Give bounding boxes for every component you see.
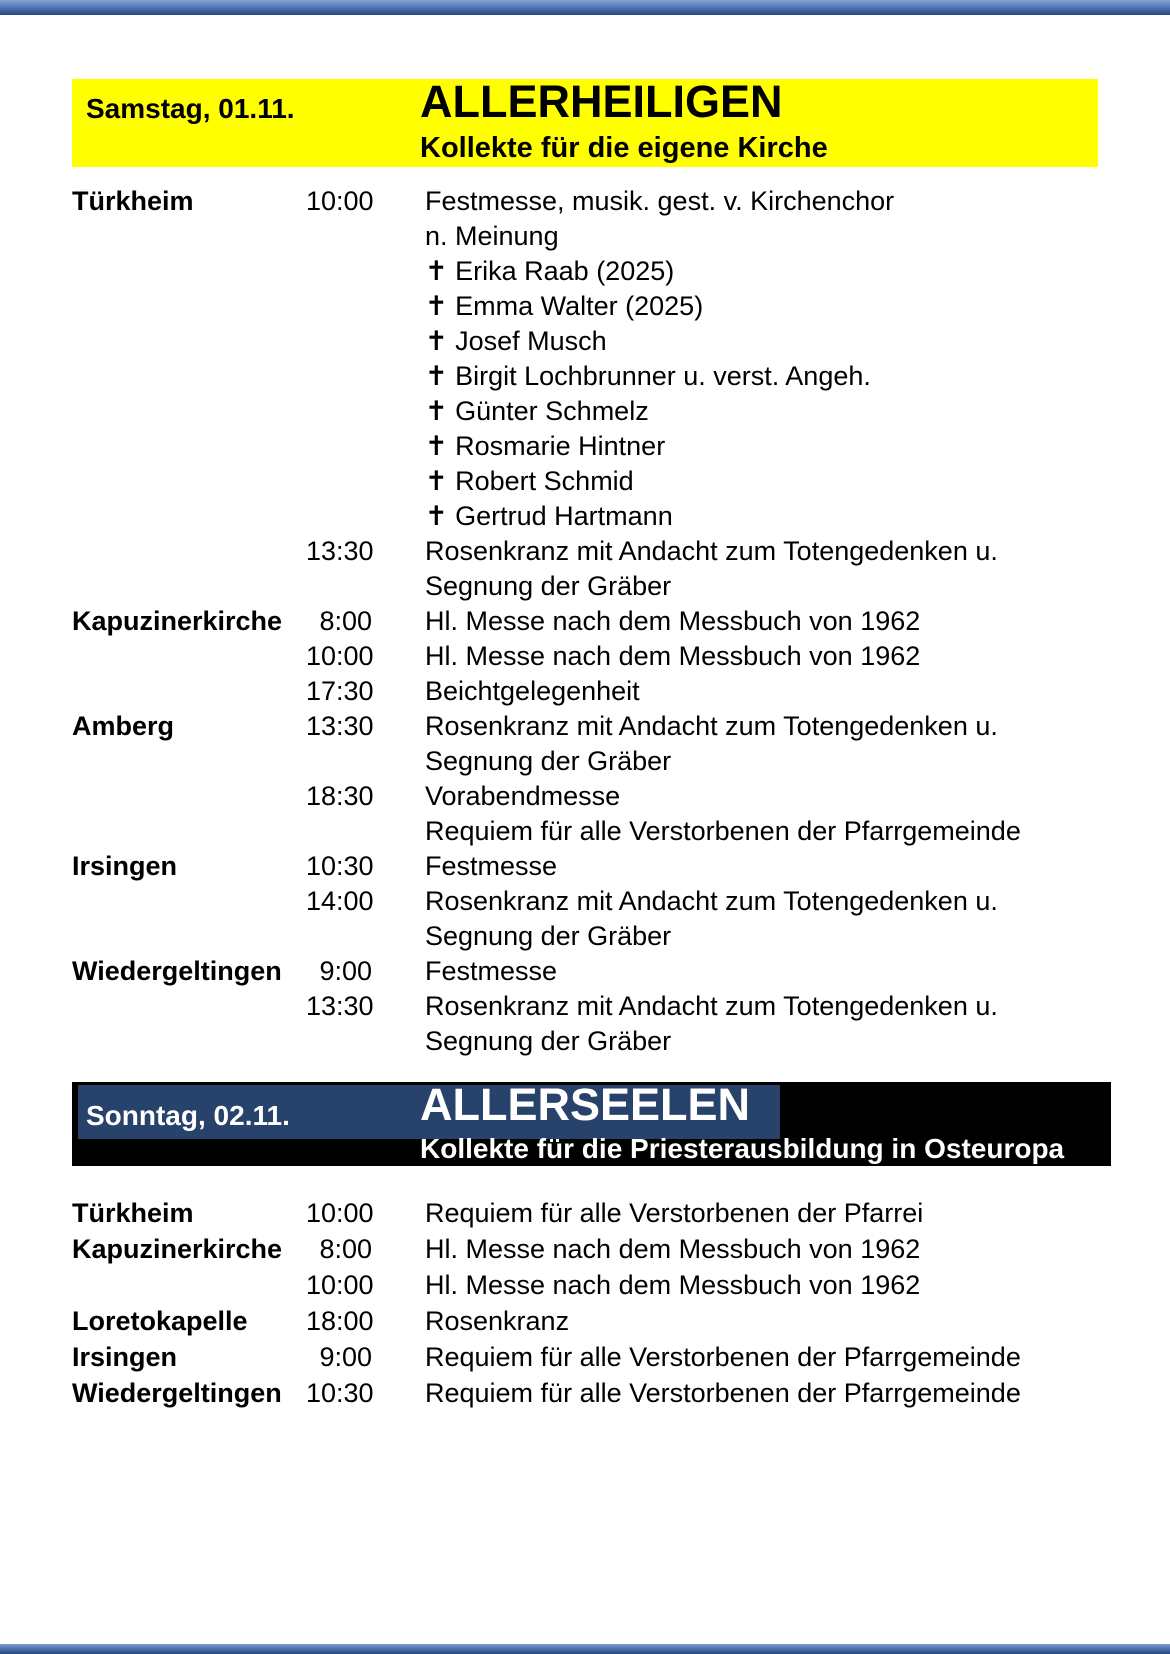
schedule-row [72,1339,1111,1375]
description-cell [425,1195,923,1231]
section-title-allerseelen: ALLERSEELEN [420,1079,751,1130]
top-edge-bar [0,0,1170,15]
time-cell: 10:30 [306,851,374,881]
description-line: Rosenkranz mit Andacht zum Totengedenken u. [425,886,998,916]
description-cell [425,1339,1021,1375]
description-line: Rosenkranz mit Andacht zum Totengedenken u. [425,536,998,566]
time-cell: 10:00 [306,641,374,671]
section-header-allerheiligen [72,76,1098,167]
location-cell: Türkheim [72,1198,194,1228]
description-line: Festmesse, musik. gest. v. Kirchenchor [425,186,895,216]
description-cell [425,674,640,709]
description-line: Requiem für alle Verstorbenen der Pfarrei [425,1198,924,1228]
description-line: Hl. Messe nach dem Messbuch von 1962 [425,641,921,671]
description-line: ✝ Günter Schmelz [425,396,649,426]
schedule-row [72,1303,1111,1339]
location-cell: Amberg [72,711,175,741]
description-line: Requiem für alle Verstorbenen der Pfarrgemeinde [425,816,1021,846]
time-cell: 18:30 [306,781,374,811]
location-cell: Wiedergeltingen [72,956,282,986]
description-line: Beichtgelegenheit [425,676,640,706]
description-line: Segnung der Gräber [425,921,672,951]
description-line: ✝ Emma Walter (2025) [425,291,704,321]
section-header-allerseelen [72,1079,1111,1166]
day-label-samstag: Samstag, 01.11. [86,93,295,124]
schedule-row [72,709,1111,779]
schedule-row [72,639,1111,674]
schedule-row [72,954,1111,989]
collection-note-allerseelen: Kollekte für die Priesterausbildung in Osteuropa [420,1133,1065,1164]
time-cell: 18:00 [306,1306,374,1336]
description-line: ✝ Erika Raab (2025) [425,256,675,286]
description-cell [425,709,998,779]
time-cell: 8:00 [319,606,372,636]
time-cell: 9:00 [319,956,372,986]
description-line: Rosenkranz mit Andacht zum Totengedenken u. [425,991,998,1021]
time-cell: 8:00 [319,1234,372,1264]
schedule-row [72,534,1111,604]
description-cell [425,954,557,989]
description-line: Hl. Messe nach dem Messbuch von 1962 [425,1234,921,1264]
bottom-edge-bar [0,1644,1170,1654]
description-line: Requiem für alle Verstorbenen der Pfarrgemeinde [425,1378,1021,1408]
schedule-rows-sunday [72,1195,1111,1411]
schedule-row [72,1375,1111,1411]
description-line: Hl. Messe nach dem Messbuch von 1962 [425,1270,921,1300]
time-cell: 10:00 [306,1270,374,1300]
schedule-row [72,989,1111,1059]
section-title-allerheiligen: ALLERHEILIGEN [420,76,783,127]
description-cell [425,849,557,884]
description-line: Rosenkranz mit Andacht zum Totengedenken u. [425,711,998,741]
description-cell [425,1267,920,1303]
time-cell: 13:30 [306,536,374,566]
description-cell [425,1231,920,1267]
description-line: ✝ Gertrud Hartmann [425,501,673,531]
description-cell [425,884,998,954]
schedule-row [72,1195,1111,1231]
location-cell: Irsingen [72,1342,178,1372]
description-cell [425,1375,1021,1411]
time-cell: 10:00 [306,186,374,216]
time-cell: 17:30 [306,676,374,706]
location-cell: Loretokapelle [72,1306,248,1336]
description-line: ✝ Josef Musch [425,326,607,356]
description-cell [425,184,894,534]
schedule-row [72,184,1111,534]
schedule-row [72,849,1111,884]
description-cell [425,534,998,604]
description-line: Requiem für alle Verstorbenen der Pfarrgemeinde [425,1342,1021,1372]
day-label-sonntag: Sonntag, 02.11. [86,1100,290,1131]
schedule-rows-saturday [72,184,1111,1059]
time-cell: 13:30 [306,711,374,741]
time-cell: 13:30 [306,991,374,1021]
description-line: ✝ Birgit Lochbrunner u. verst. Angeh. [425,361,871,391]
location-cell: Wiedergeltingen [72,1378,282,1408]
location-cell: Kapuzinerkirche [72,606,283,636]
location-cell: Irsingen [72,851,178,881]
description-cell [425,989,998,1059]
schedule-content [72,76,1111,1411]
description-line: Hl. Messe nach dem Messbuch von 1962 [425,606,921,636]
schedule-row [72,1267,1111,1303]
time-cell: 14:00 [306,886,374,916]
description-line: Festmesse [425,956,558,986]
description-cell [425,604,920,639]
location-cell: Türkheim [72,186,194,216]
description-line: Festmesse [425,851,558,881]
schedule-row [72,884,1111,954]
description-line: Segnung der Gräber [425,571,672,601]
time-cell: 10:00 [306,1198,374,1228]
description-cell [425,639,920,674]
time-cell: 10:30 [306,1378,374,1408]
description-cell [425,779,1021,849]
schedule-row [72,1231,1111,1267]
collection-note-allerheiligen: Kollekte für die eigene Kirche [420,132,828,164]
description-line: ✝ Rosmarie Hintner [425,431,666,461]
description-line: Rosenkranz [425,1306,570,1336]
description-line: Vorabendmesse [425,781,621,811]
location-cell: Kapuzinerkirche [72,1234,283,1264]
schedule-row [72,674,1111,709]
schedule-row [72,604,1111,639]
description-cell [425,1303,569,1339]
schedule-row [72,779,1111,849]
description-line: Segnung der Gräber [425,1026,672,1056]
time-cell: 9:00 [319,1342,372,1372]
description-line: ✝ Robert Schmid [425,466,634,496]
description-line: Segnung der Gräber [425,746,672,776]
description-line: n. Meinung [425,221,559,251]
